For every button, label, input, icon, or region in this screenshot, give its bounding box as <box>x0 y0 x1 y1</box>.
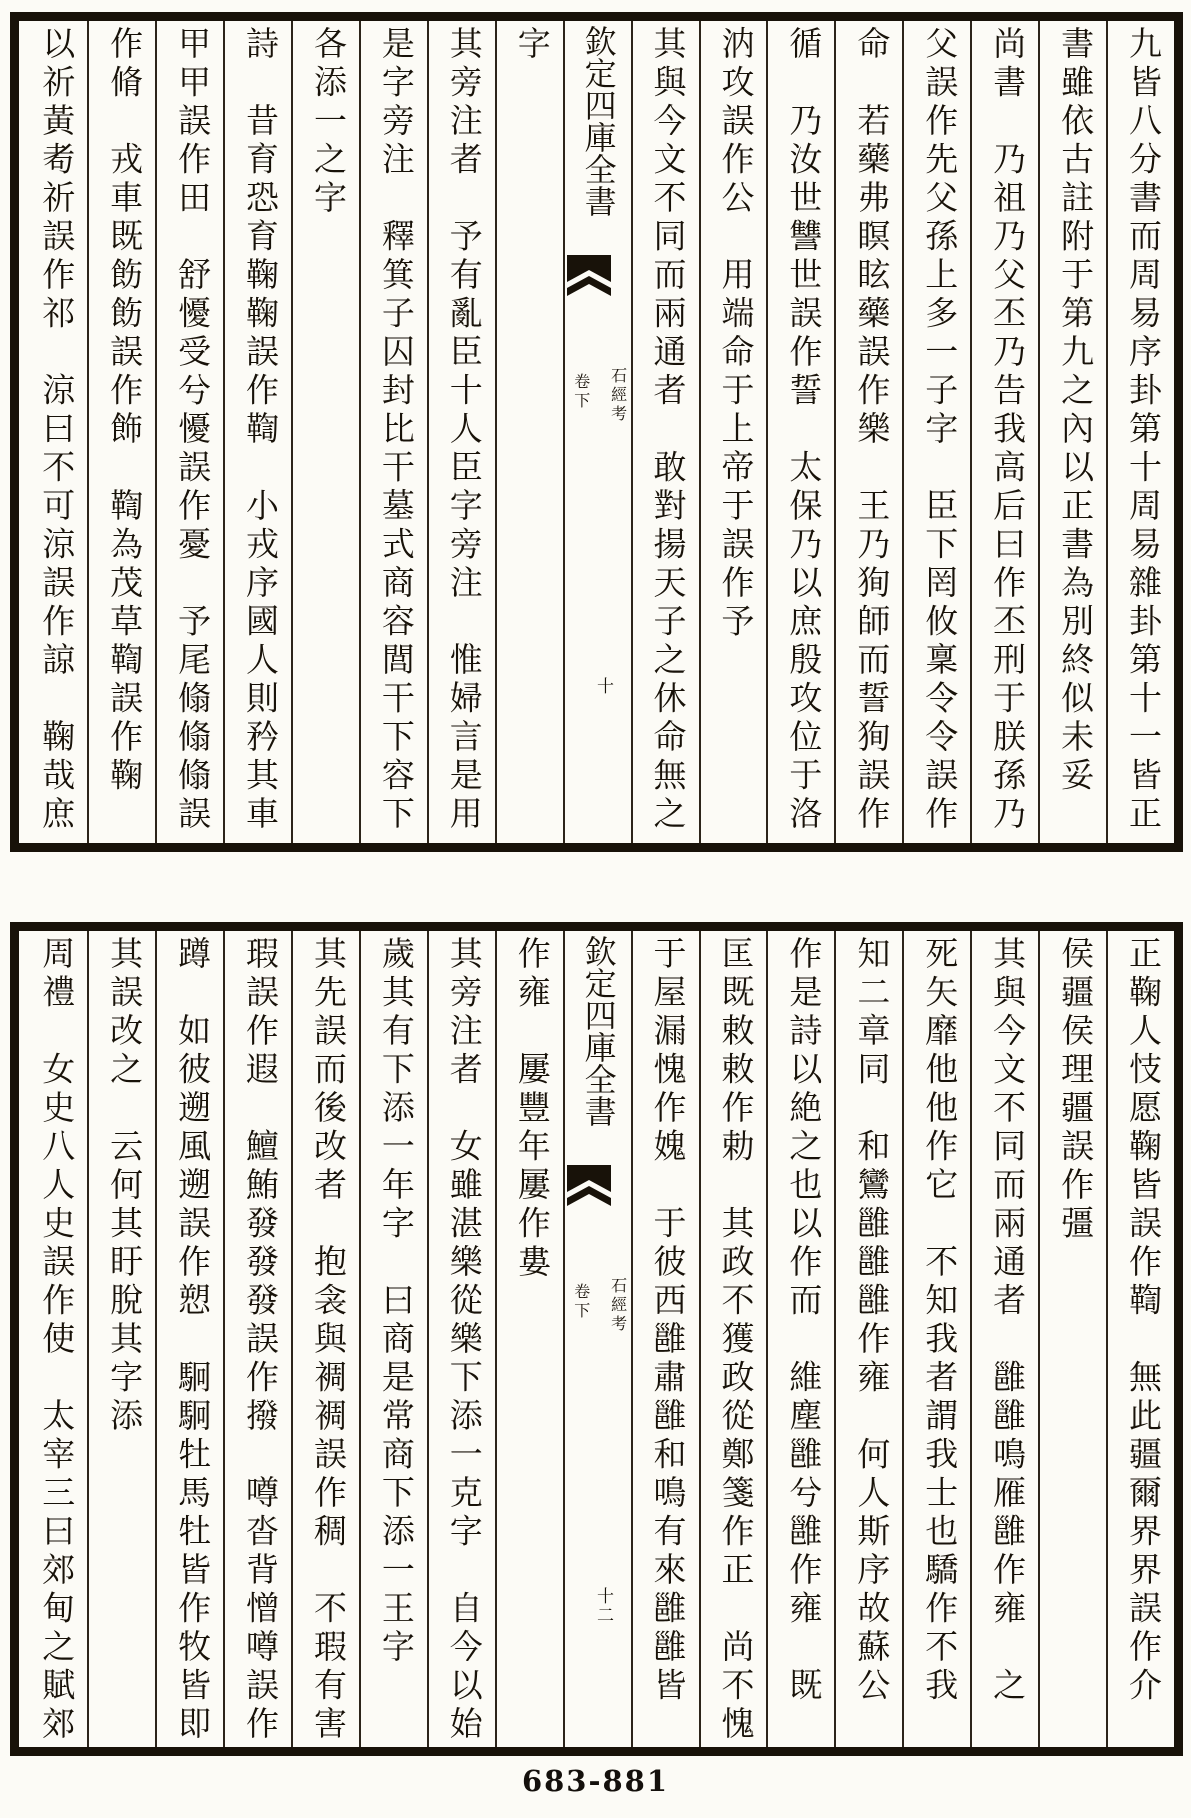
text-column: 其與今文不同而兩通者 敢對揚天子之休命無之 <box>631 21 699 843</box>
fishtail-icon <box>575 1165 621 1213</box>
volume-label: 卷下 <box>571 373 589 411</box>
text-column: 正鞠人忮愿鞠皆誤作鞫 無此疆爾界界誤作介 <box>1106 931 1174 1747</box>
text-column: 瑕誤作遐 鱣鮪發發發誤作撥 噂沓背憎噂誤作 <box>223 931 291 1747</box>
text-column: 作雍 屢豐年屢作婁 <box>495 931 563 1747</box>
column-container <box>19 931 1174 1747</box>
text-column: 字 <box>495 21 563 843</box>
text-column: 詩 昔育恐育鞠鞠誤作鞫 小戎序國人則矜其車 <box>223 21 291 843</box>
column-container <box>19 21 1174 843</box>
text-column: 甲甲誤作田 舒懮受兮懮誤作憂 予尾翛翛翛誤 <box>155 21 223 843</box>
banxin-column <box>563 931 631 1747</box>
text-column: 匡既敕敕作勅 其政不獲政從鄭箋作正 尚不愧 <box>699 931 767 1747</box>
text-column: 作是詩以絶之也以作而 維塵雝兮雝作雍 既 <box>766 931 834 1747</box>
page-number: 683-881 <box>521 1764 670 1798</box>
text-block-bottom <box>10 922 1183 1756</box>
text-column: 尚書 乃祖乃父丕乃告我高后曰作丕刑于朕孫乃 <box>970 21 1038 843</box>
text-column: 侯疆侯理疆誤作彊 <box>1038 931 1106 1747</box>
text-column: 作脩 戎車既飭飭誤作飾 鞫為茂草鞫誤作鞠 <box>87 21 155 843</box>
text-column: 循 乃汝世讐世誤作誓 太保乃以庶殷攻位于洛 <box>766 21 834 843</box>
text-column: 是字旁注 釋箕子囚封比干墓式商容閭干下容下 <box>359 21 427 843</box>
text-column: 父誤作先父孫上多一子字 臣下罔攸稟令令誤作 <box>902 21 970 843</box>
text-block-top <box>10 12 1183 852</box>
text-column: 蹲 如彼遡風遡誤作愬 駉駉牡馬牡皆作牧皆即 <box>155 931 223 1747</box>
text-column: 命 若藥弗瞑眩藥誤作樂 王乃狥師而誓狥誤作 <box>834 21 902 843</box>
banxin-column <box>563 21 631 843</box>
text-column: 其與今文不同而兩通者 雝雝鳴雁雝作雍 之 <box>970 931 1038 1747</box>
text-column: 汭攻誤作公 用端命于上帝于誤作予 <box>699 21 767 843</box>
book-title: 石經考 <box>608 1277 626 1334</box>
text-column: 九皆八分書而周易序卦第十周易雜卦第十一皆正 <box>1106 21 1174 843</box>
fishtail-icon <box>575 255 621 303</box>
text-column: 知二章同 和鸞雝雝雝作雍 何人斯序故蘇公 <box>834 931 902 1747</box>
text-column: 于屋漏愧作媿 于彼西雝肅雝和鳴有來雝雝皆 <box>631 931 699 1747</box>
text-column: 以祈黃耇祈誤作祁 涼曰不可涼誤作諒 鞠哉庶 <box>37 26 74 835</box>
banxin-title: 欽定四庫全書 <box>580 935 617 1127</box>
book-title: 石經考 <box>608 367 626 424</box>
text-column: 其旁注者 女雖湛樂從樂下添一克字 自今以始 <box>427 931 495 1747</box>
text-column: 死矢靡他他作它 不知我者謂我士也驕作不我 <box>902 931 970 1747</box>
text-column: 書雖依古註附于第九之內以正書為別終似未妥 <box>1038 21 1106 843</box>
banxin-title: 欽定四庫全書 <box>580 25 617 217</box>
text-column: 其誤改之 云何其盱脫其字添 <box>87 931 155 1747</box>
text-column: 周禮 女史八人史誤作使 太宰三曰郊甸之賦郊 <box>37 936 74 1745</box>
volume-label: 卷下 <box>571 1283 589 1321</box>
text-column: 其旁注者 予有亂臣十人臣字旁注 惟婦言是用 <box>427 21 495 843</box>
folio-number: 十二 <box>593 1587 613 1625</box>
text-column: 歲其有下添一年字 曰商是常商下添一王字 <box>359 931 427 1747</box>
text-column: 各添一之字 <box>291 21 359 843</box>
folio-number: 十 <box>593 677 613 696</box>
text-column: 其先誤而後改者 抱衾與裯裯誤作稠 不瑕有害 <box>291 931 359 1747</box>
